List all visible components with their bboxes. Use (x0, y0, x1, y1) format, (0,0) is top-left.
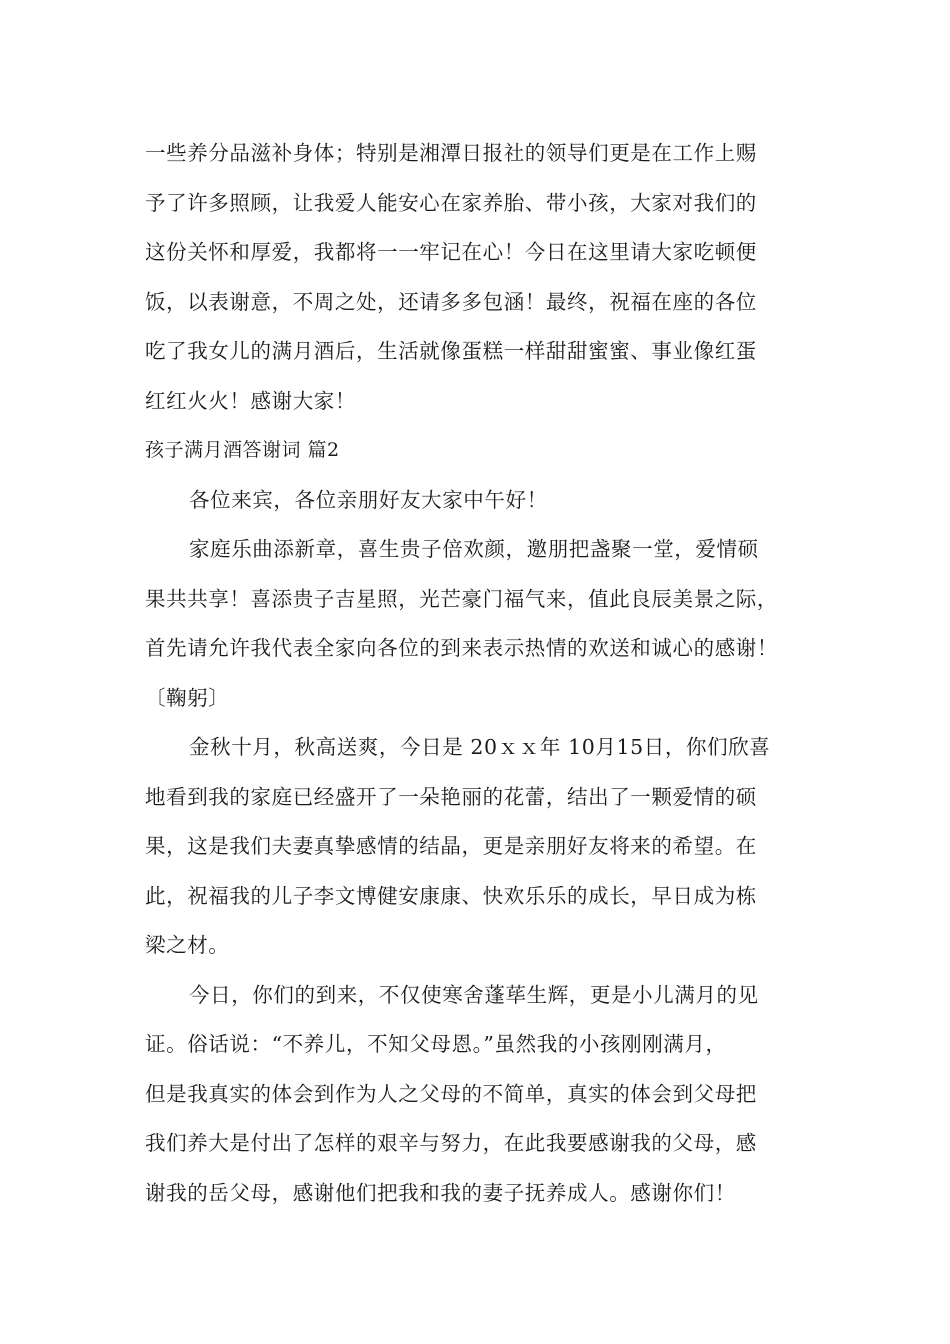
section-heading: 孩子满月酒答谢词 篇2 (145, 439, 340, 461)
text-line: 证。俗话说：“不养儿，不知父母恩。”虽然我的小孩刚刚满月， (145, 1032, 727, 1056)
text-line: 今日，你们的到来，不仅使寒舍蓬荜生辉，更是小儿满月的见 (189, 982, 759, 1007)
text-line: 红红火火！感谢大家！ (145, 388, 356, 413)
paragraph-3 (145, 971, 805, 1219)
text-line: 果，这是我们夫妻真挚感情的结晶，更是亲朋好友将来的希望。在 (145, 834, 757, 858)
text-line: 地看到我的家庭已经盛开了一朵艳丽的花蕾，结出了一颗爱情的硕 (145, 784, 757, 809)
text-line: 饭，以表谢意，不周之处，还请多多包涵！最终，祝福在座的各位 (145, 289, 757, 314)
paragraph-1 (145, 525, 805, 723)
paragraph-2 (145, 723, 805, 971)
text-line: 一些养分品滋补身体；特别是湘潭日报社的领导们更是在工作上赐 (145, 141, 757, 165)
text-line: 谢我的岳父母，感谢他们把我和我的妻子抚养成人。感谢你们！ (145, 1180, 736, 1205)
text-line: 我们养大是付出了怎样的艰辛与努力，在此我要感谢我的父母，感 (145, 1131, 757, 1155)
section-1-continuation (145, 129, 805, 426)
document-body (145, 129, 805, 1218)
text-line: 家庭乐曲添新章，喜生贵子倍欢颜，邀朋把盏聚一堂，爱情硕 (189, 537, 759, 561)
text-line: 此，祝福我的儿子李文博健安康康、快欢乐乐的成长，早日成为栋 (145, 883, 757, 908)
text-line: 吃了我女儿的满月酒后，生活就像蛋糕一样甜甜蜜蜜、事业像红蛋 (145, 339, 757, 363)
text-line: 这份关怀和厚爱，我都将一一牢记在心！今日在这里请大家吃顿便 (145, 240, 757, 264)
text-line: 金秋十月，秋高送爽，今日是 20ｘｘ年 10月15日，你们欣喜 (189, 735, 771, 759)
text-line: 〔鞠躬〕 (145, 685, 230, 710)
text-line: 但是我真实的体会到作为人之父母的不简单，真实的体会到父母把 (145, 1081, 757, 1106)
text-line: 梁之材。 (145, 933, 230, 957)
greeting-line: 各位来宾，各位亲朋好友大家中午好！ (189, 487, 548, 512)
text-line: 果共共享！喜添贵子吉星照，光芒豪门福气来，值此良辰美景之际， (145, 586, 778, 611)
text-line: 首先请允许我代表全家向各位的到来表示热情的欢送和诚心的感谢！ (145, 636, 778, 660)
text-line: 予了许多照顾，让我爱人能安心在家养胎、带小孩，大家对我们的 (145, 190, 757, 215)
